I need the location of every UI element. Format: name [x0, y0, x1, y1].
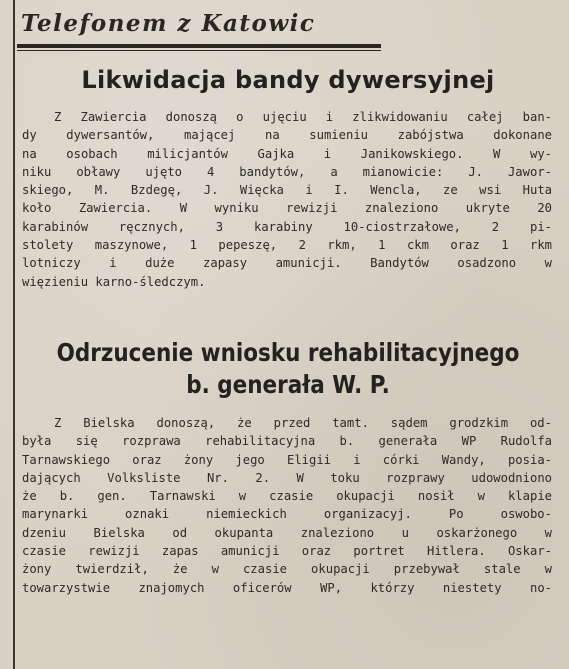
article-line: Z Zawiercia donoszą o ujęciu i zlikwidowaniu całej ban- [54, 110, 552, 124]
article-line: Z Bielska donoszą, że przed tamt. sądem grodzkim od- [54, 416, 552, 430]
article-line: dy dywersantów, mającej na sumieniu zabójstwa dokonane [22, 128, 552, 143]
article-2-headline-line-2: b. generała W. P. [186, 370, 390, 399]
header-rule [17, 44, 381, 48]
article-line: lotniczy i duże zapasy amunicji. Bandytów osadzono w [22, 256, 552, 271]
article-1-body [22, 108, 552, 291]
article-line: skiego, M. Bzdegę, J. Więcka i I. Wencla, ze wsi Huta [22, 183, 552, 198]
article-line: marynarki oznaki niemieckich organizacyj. Po oswobo- [22, 507, 552, 522]
article-line: niku obławy ujęto 4 bandytów, a mianowicie: J. Jawor- [22, 164, 552, 179]
article-line: że b. gen. Tarnawski w czasie okupacji nosił w klapie [22, 489, 552, 504]
article-1-headline: Likwidacja bandy dywersyjnej [81, 66, 495, 94]
article-line: więzieniu karno-śledczym. [22, 274, 206, 289]
column-rule [13, 0, 15, 669]
article-line: dzeniu Bielska od okupanta znaleziono u oskarżonego w [22, 525, 552, 540]
article-line: Tarnawskiego oraz żony jego Eligii i córki Wandy, posia- [22, 452, 552, 467]
article-line: karabinów ręcznych, 3 karabiny 10-ciostrzałowe, 2 pi- [22, 219, 552, 234]
article-line: stolety maszynowe, 1 pepeszę, 2 rkm, 1 ckm oraz 1 rkm [22, 238, 552, 253]
article-line: na osobach milicjantów Gajka i Janikowskiego. W wy- [22, 146, 552, 161]
header-rule-thin [17, 50, 381, 51]
article-2-body [22, 414, 552, 597]
section-header [17, 6, 381, 50]
article-line: była się rozprawa rehabilitacyjna b. generała WP Rudolfa [22, 434, 552, 449]
article-line: dających Volksliste Nr. 2. W toku rozprawy udowodniono [22, 470, 552, 485]
article-line: koło Zawiercia. W wyniku rewizji znaleziono ukryte 20 [22, 201, 552, 216]
article-line: żony twierdził, że w czasie okupacji przebywał stale w [22, 562, 552, 577]
article-line: towarzystwie znajomych oficerów WP, którzy niestety no- [22, 580, 552, 595]
section-title: Telefonem z Katowic [21, 10, 316, 37]
article-line: czasie rewizji zapas amunicji oraz portret Hitlera. Oskar- [22, 544, 552, 559]
article-2-headline: Odrzucenie wniosku rehabilitacyjnego [56, 338, 520, 367]
